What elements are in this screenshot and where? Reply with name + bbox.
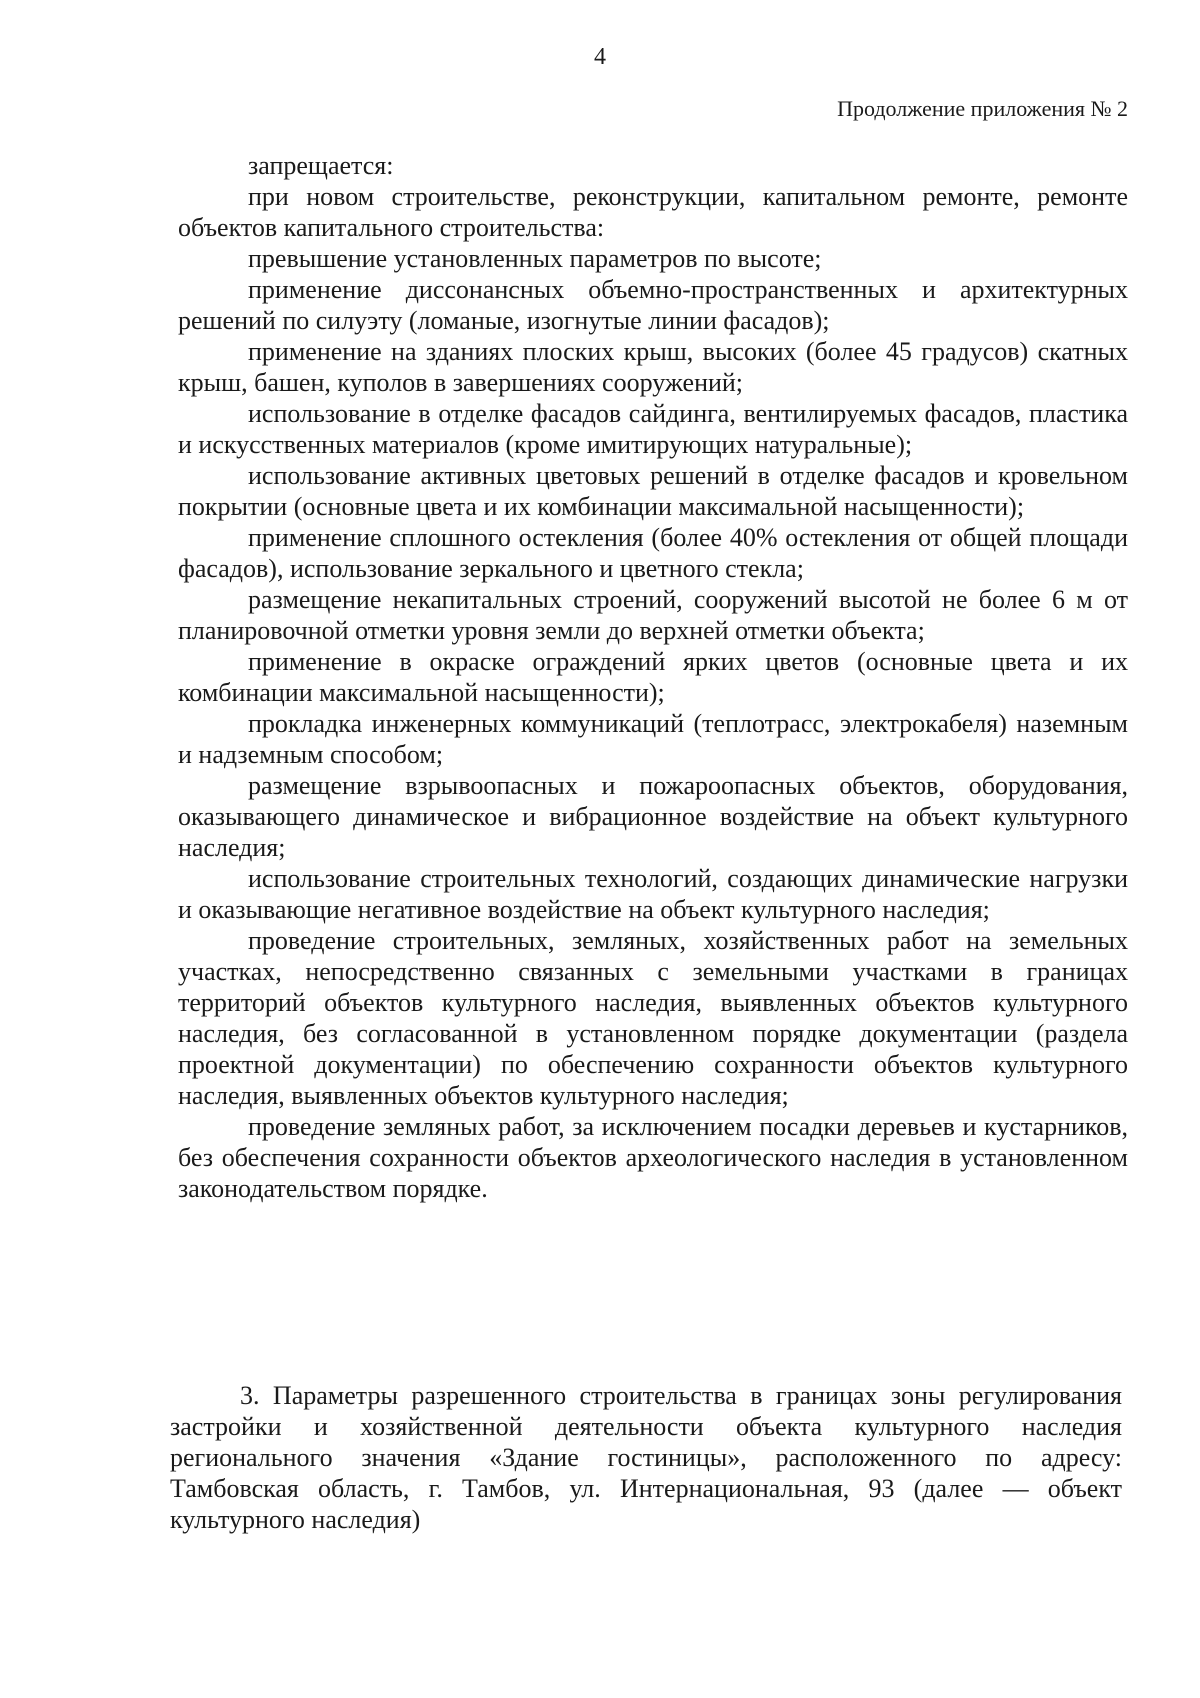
paragraph: проведение строительных, земляных, хозяйственных работ на земельных участках, непосредственно связанных с земельными участками в границах территорий объектов культурного наследия, выявленных объектов культурного наследия, без согласованной в установленном порядке документации (раздела проектной документации) по обеспечению сохранности объектов культурного наследия, выявленных объектов культурного наследия; bbox=[178, 926, 1128, 1110]
paragraph: размещение некапитальных строений, сооружений высотой не более 6 м от планировочной отметки уровня земли до верхней отметки объекта; bbox=[178, 585, 1128, 645]
paragraph: использование в отделке фасадов сайдинга, вентилируемых фасадов, пластика и искусственных материалов (кроме имитирующих натуральные); bbox=[178, 399, 1128, 459]
section-3-paragraph: 3. Параметры разрешенного строительства в границах зоны регулирования застройки и хозяйственной деятельности объекта культурного наследия регионального значения «Здание гостиницы», расположенного по адресу: Тамбовская область, г. Тамбов, ул. Интернациональная, 93 (далее — объект культурного наследия) bbox=[170, 1381, 1122, 1534]
appendix-continuation-note: Продолжение приложения № 2 bbox=[837, 96, 1128, 121]
paragraph: применение на зданиях плоских крыш, высоких (более 45 градусов) скатных крыш, башен, куполов в завершениях сооружений; bbox=[178, 337, 1128, 397]
paragraph: применение сплошного остекления (более 40% остекления от общей площади фасадов), использование зеркального и цветного стекла; bbox=[178, 523, 1128, 583]
paragraph: применение диссонансных объемно-пространственных и архитектурных решений по силуэту (ломаные, изогнутые линии фасадов); bbox=[178, 275, 1128, 335]
paragraph: превышение установленных параметров по высоте; bbox=[248, 244, 822, 273]
paragraph: размещение взрывоопасных и пожароопасных объектов, оборудования, оказывающего динамическое и вибрационное воздействие на объект культурного наследия; bbox=[178, 771, 1128, 862]
restrictions-list bbox=[178, 150, 1128, 1204]
paragraph: запрещается: bbox=[248, 151, 394, 180]
paragraph: использование строительных технологий, создающих динамические нагрузки и оказывающие негативное воздействие на объект культурного наследия; bbox=[178, 864, 1128, 924]
section-3 bbox=[170, 1380, 1122, 1535]
paragraph: проведение земляных работ, за исключением посадки деревьев и кустарников, без обеспечения сохранности объектов археологического наследия в установленном законодательством порядке. bbox=[178, 1112, 1128, 1203]
paragraph: при новом строительстве, реконструкции, капитальном ремонте, ремонте объектов капитального строительства: bbox=[178, 182, 1128, 242]
paragraph: применение в окраске ограждений ярких цветов (основные цвета и их комбинации максимальной насыщенности); bbox=[178, 647, 1128, 707]
page-number: 4 bbox=[594, 44, 606, 70]
paragraph: использование активных цветовых решений в отделке фасадов и кровельном покрытии (основные цвета и их комбинации максимальной насыщенности); bbox=[178, 461, 1128, 521]
paragraph: прокладка инженерных коммуникаций (теплотрасс, электрокабеля) наземным и надземным способом; bbox=[178, 709, 1128, 769]
